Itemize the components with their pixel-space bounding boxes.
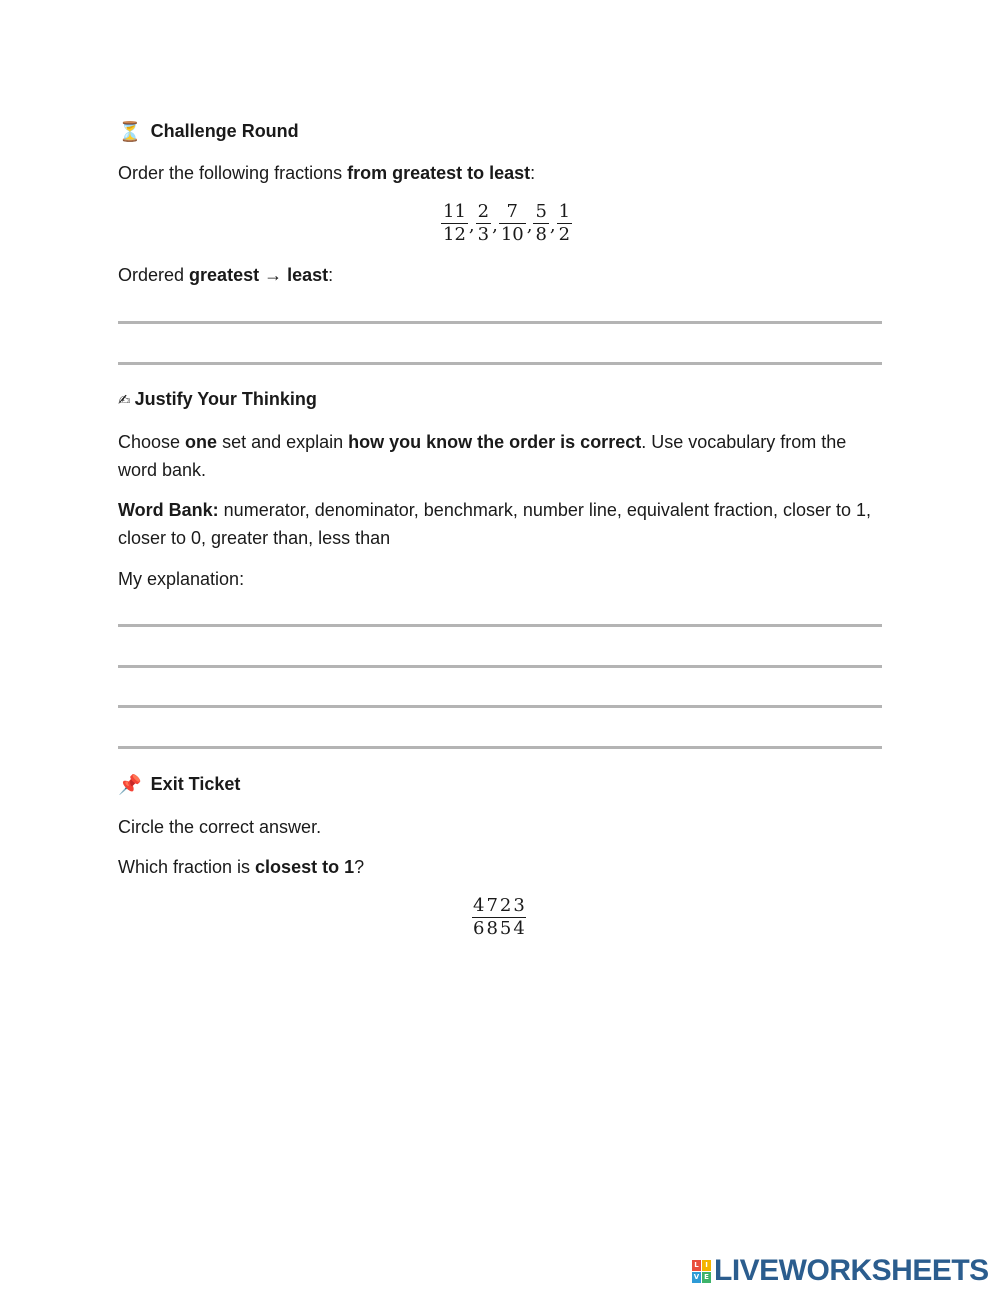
exit-instruction: Circle the correct answer.: [118, 817, 322, 837]
hourglass-icon: ⏳: [118, 121, 142, 143]
ordered-answer-label: Ordered greatest → least:: [118, 265, 334, 285]
challenge-fraction-list: $\frac{11}{12}$ , $\frac{2}{3}$ , $\frac{7}{10}$ , $\frac{5}{8}$ , $\frac{1}{2}$: [443, 201, 571, 245]
challenge-heading: [118, 120, 299, 143]
fraction-option[interactable]: $\frac{2}{5}$: [499, 895, 512, 939]
explanation-label: My explanation:: [118, 569, 245, 589]
answer-line[interactable]: [118, 362, 882, 365]
explanation-line[interactable]: [118, 665, 882, 668]
pushpin-icon: 📌: [118, 774, 142, 796]
challenge-prompt: Order the following fractions from greatest to least:: [118, 163, 536, 183]
exit-title: Exit Ticket: [150, 774, 241, 794]
brand-name: LIVEWORKSHEETS: [714, 1254, 989, 1287]
explanation-line[interactable]: [118, 746, 882, 749]
writing-hand-icon: ✍: [118, 390, 131, 409]
justify-heading: [118, 389, 317, 410]
fraction-option[interactable]: $\frac{3}{4}$: [513, 895, 525, 939]
justify-instructions: Choose one set and explain how you know the order is correct. Use vocabulary from the word bank.: [118, 432, 847, 480]
explanation-line[interactable]: [118, 624, 882, 627]
exit-question: Which fraction is closest to 1?: [118, 857, 365, 877]
word-bank-words: numerator, denominator, benchmark, number line, equivalent fraction, closer to 1, closer to 0, greater than, less than: [118, 500, 872, 548]
logo-mark-icon: L I V E: [692, 1260, 711, 1283]
word-bank: [118, 496, 888, 552]
justify-title: Justify Your Thinking: [134, 389, 317, 409]
liveworksheets-logo: [692, 1254, 989, 1288]
fraction-option[interactable]: $\frac{7}{8}$: [486, 895, 498, 939]
fraction: $\frac{1}{2}$: [558, 201, 571, 245]
fraction: $\frac{2}{3}$: [477, 201, 490, 245]
answer-line[interactable]: [118, 321, 882, 324]
fraction: $\frac{7}{10}$: [500, 201, 524, 245]
fraction-option[interactable]: $\frac{4}{6}$: [473, 895, 485, 939]
exit-fraction-options: [472, 895, 526, 940]
fraction: $\frac{5}{8}$: [535, 201, 547, 245]
exit-heading: [118, 773, 240, 796]
word-bank-label: Word Bank:: [118, 500, 219, 520]
explanation-line[interactable]: [118, 705, 882, 708]
fraction: $\frac{11}{12}$: [443, 201, 466, 245]
challenge-title: Challenge Round: [150, 121, 299, 141]
